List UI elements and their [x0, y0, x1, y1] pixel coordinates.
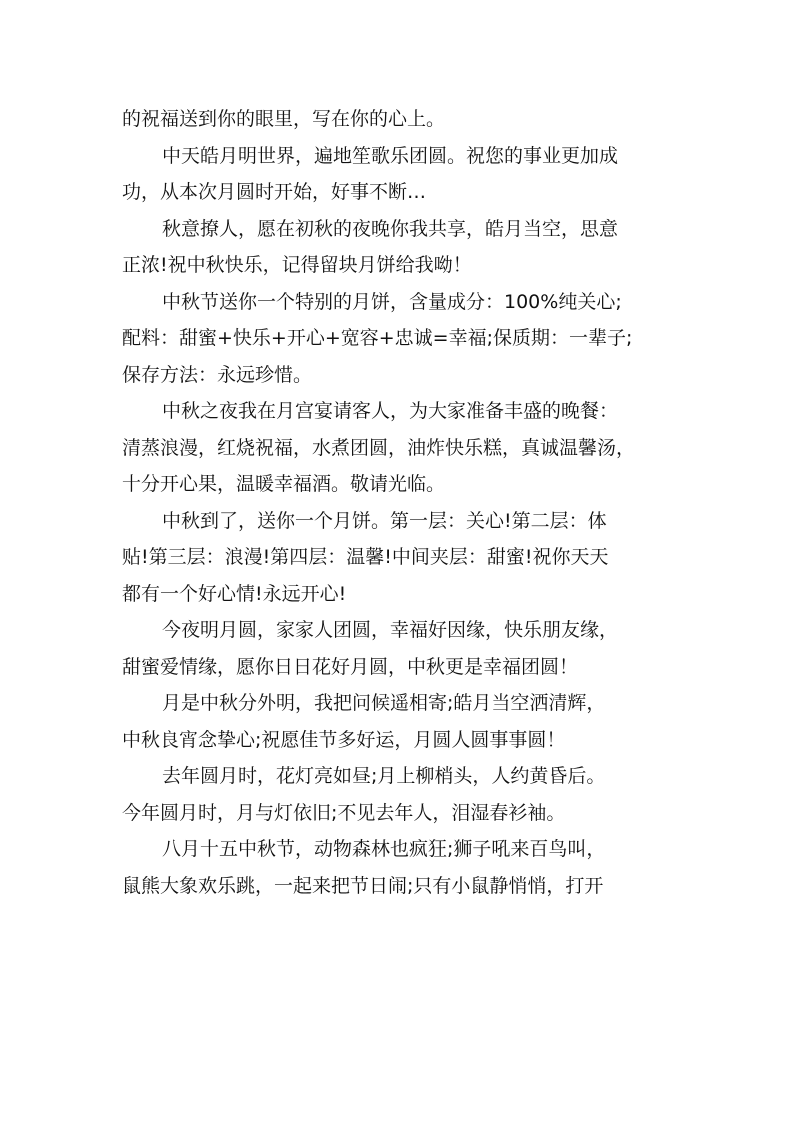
- text-line: 八月十五中秋节，动物森林也疯狂;狮子吼来百鸟叫，: [162, 838, 606, 860]
- text-line: 都有一个好心情!永远开心!: [122, 582, 347, 605]
- text-line: 配料：甜蜜+快乐+开心+宽容+忠诚=幸福;保质期：一辈子;: [122, 327, 633, 349]
- text-line: 的祝福送到你的眼里，写在你的心上。: [122, 108, 446, 130]
- paragraph: [122, 211, 692, 284]
- text-line: 中秋之夜我在月宫宴请客人，为大家准备丰盛的晚餐：: [162, 400, 619, 422]
- text-line: 鼠熊大象欢乐跳，一起来把节日闹;只有小鼠静悄悄，打开: [122, 874, 604, 897]
- text-line: 中天皓月明世界，遍地笙歌乐团圆。祝您的事业更加成: [162, 144, 619, 167]
- document-body: [122, 101, 692, 904]
- paragraph: [122, 138, 692, 211]
- text-line: 今夜明月圆，家家人团圆，幸福好因缘，快乐朋友缘，: [162, 619, 619, 641]
- paragraph: [122, 393, 692, 503]
- text-line: 中秋良宵念挚心;祝愿佳节多好运，月圆人圆事事圆！: [122, 728, 566, 751]
- text-line: 清蒸浪漫，红烧祝福，水煮团圆，油炸快乐糕，真诚温馨汤，: [122, 436, 636, 459]
- text-line: 保存方法：永远珍惜。: [122, 363, 313, 386]
- paragraph: [122, 758, 692, 831]
- paragraph: [122, 831, 692, 904]
- text-line: 今年圆月时，月与灯依旧;不见去年人，泪湿春衫袖。: [122, 801, 566, 824]
- paragraph: [122, 685, 692, 758]
- text-line: 十分开心果，温暖幸福酒。敬请光临。: [122, 473, 446, 495]
- paragraph: [122, 503, 692, 613]
- text-line: 去年圆月时，花灯亮如昼;月上柳梢头，人约黄昏后。: [162, 765, 606, 787]
- text-line: 正浓!祝中秋快乐，记得留块月饼给我呦！: [122, 254, 472, 276]
- paragraph: [122, 284, 692, 394]
- text-line: 月是中秋分外明，我把问候遥相寄;皓月当空洒清辉，: [162, 692, 606, 714]
- text-line: 甜蜜爱情缘，愿你日日花好月圆，中秋更是幸福团圆！: [122, 655, 579, 678]
- text-line: 贴!第三层：浪漫!第四层：温馨!中间夹层：甜蜜!祝你天天: [122, 546, 609, 568]
- paragraph: [122, 101, 692, 138]
- text-line: 中秋节送你一个特别的月饼，含量成分：100%纯关心;: [162, 290, 622, 313]
- text-line: 秋意撩人，愿在初秋的夜晚你我共享，皓月当空，思意: [162, 217, 619, 240]
- paragraph: [122, 612, 692, 685]
- text-line: 中秋到了，送你一个月饼。第一层：关心!第二层：体: [162, 509, 607, 532]
- text-line: 功，从本次月圆时开始，好事不断…: [122, 181, 427, 203]
